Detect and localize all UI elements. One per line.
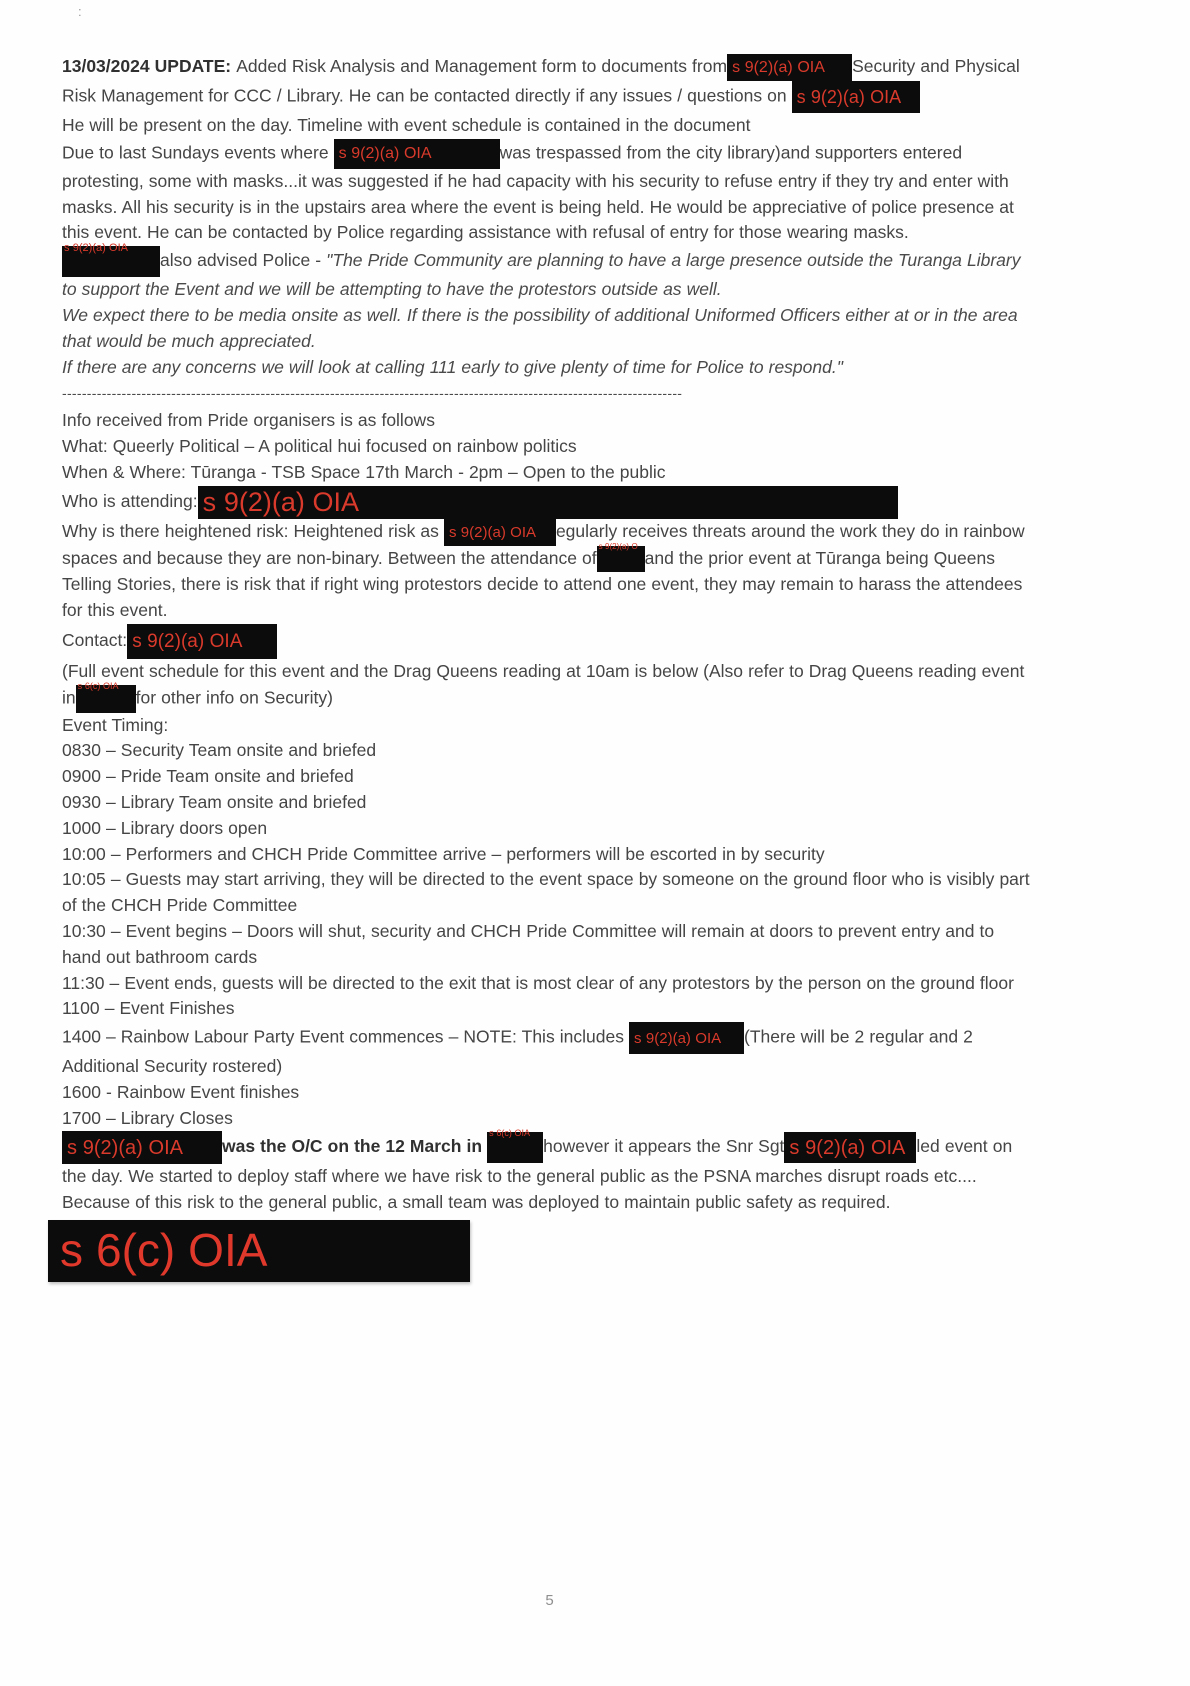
- redaction-box: [62, 242, 160, 277]
- text-run: Who is attending:: [62, 490, 198, 511]
- text-run: 10:30 – Event begins – Doors will shut, security and CHCH Pride Committee will remain at doors to prevent entry and to hand out bathroom cards: [62, 920, 995, 967]
- update-intro: [62, 54, 1037, 139]
- schedule-1600: [62, 1080, 1037, 1106]
- redaction-label: s 6(c) OIA: [77, 680, 119, 691]
- redaction-box: [444, 519, 556, 546]
- schedule-1030: [62, 919, 1037, 971]
- redaction-label: s 9(2)(a) OIA: [132, 630, 243, 652]
- redaction-box: [597, 542, 645, 572]
- sunday-events: [62, 139, 1037, 246]
- text-run: Info received from Pride organisers is as follows: [62, 410, 435, 431]
- schedule-0900: [62, 764, 1037, 790]
- bold-text: was the O/C on the 12 March in: [222, 1136, 488, 1157]
- redaction-label: s 9(2)(a) OIA: [338, 144, 432, 162]
- oc-paragraph: [62, 1128, 1037, 1216]
- text-run: 0930 – Library Team onsite and briefed: [62, 791, 367, 812]
- contact-line: [62, 624, 1037, 659]
- text-run: 1400 – Rainbow Labour Party Event commences – NOTE: This includes: [62, 1026, 630, 1047]
- text-run: 1100 – Event Finishes: [62, 998, 235, 1019]
- schedule-1000-performers: [62, 842, 1037, 868]
- text-run: (There will be 2 regular and 2 Additional Security rostered): [62, 1026, 973, 1077]
- large-redaction-block: s 6(c) OIA: [48, 1220, 470, 1282]
- italic-text: We expect there to be media onsite as well. If there is the possibility of additional Uniformed Officers either at or in the area that would be much appreciated.: [62, 304, 1018, 351]
- redaction-label: s 9(2)(a) O: [598, 542, 638, 552]
- text-run: Why is there heightened risk: Heightened risk as: [62, 520, 444, 541]
- redaction-box: [629, 1022, 744, 1054]
- redaction-box: [198, 486, 898, 519]
- text-run: egularly receives threats around the work they do in rainbow spaces and because they are non-binary. Between the attendance of: [62, 520, 1025, 568]
- redaction-label: s 9(2)(a) OIA: [67, 1136, 183, 1159]
- full-schedule-note: [62, 659, 1037, 713]
- text-run: and the prior event at Tūranga being Queens Telling Stories, there is risk that if right wing protestors decide to attend one event, they may remain to harass the attendees for this event.: [62, 547, 1023, 620]
- text-run: for other info on Security): [135, 687, 333, 708]
- redaction-box: [334, 139, 500, 169]
- what-line: [62, 434, 1037, 460]
- text-run: 11:30 – Event ends, guests will be directed to the exit that is most clear of any protestors by the person on the ground floor: [62, 972, 1014, 993]
- schedule-1700: [62, 1106, 1037, 1132]
- schedule-1100: [62, 996, 1037, 1022]
- redaction-label: s 9(2)(a) OIA: [634, 1029, 722, 1047]
- schedule-0930: [62, 790, 1037, 816]
- separator-line: -----------------------------------------------------------------------------------------------------------------------------: [62, 385, 682, 402]
- schedule-1005: [62, 867, 1037, 919]
- text-run: Event Timing:: [62, 714, 169, 735]
- text-run: Contact:: [62, 629, 128, 650]
- text-run: (Full event schedule for this event and the Drag Queens reading at 10am is below (Also refer to Drag Queens reading event in: [62, 660, 1025, 708]
- redaction-label: s 9(2)(a) OIA: [202, 486, 360, 517]
- scan-artifact: :: [78, 4, 83, 19]
- redaction-label: s 9(2)(a) OIA: [789, 1136, 906, 1159]
- italic-text: If there are any concerns we will look at calling 111 early to give plenty of time for Police to respond.": [62, 356, 843, 377]
- text-run: 0830 – Security Team onsite and briefed: [62, 740, 377, 761]
- redaction-label: s 9(2)(a) OIA: [64, 242, 128, 255]
- text-run: was trespassed from the city library)and supporters entered protesting, some with masks...it was suggested if he had capacity with his security to refuse entry if they try and enter with masks. All his security is in the upstairs area where the event is being held. He would be appreciative of police presence at this event. He can be contacted by Police regarding assistance with refusal of entry for those wearing masks.: [62, 142, 1014, 243]
- text-run: 1600 - Rainbow Event finishes: [62, 1081, 300, 1102]
- when-where-line: [62, 460, 1037, 486]
- who-attending-line: [62, 486, 1037, 519]
- schedule-1130: [62, 971, 1037, 997]
- text-run: When & Where: Tūranga - TSB Space 17th March - 2pm – Open to the public: [62, 461, 666, 482]
- text-run: 0900 – Pride Team onsite and briefed: [62, 766, 354, 787]
- redaction-box: [62, 1131, 222, 1164]
- italic-text: "The Pride Community are planning to have a large presence outside the Turanga Library to support the Event and we will be attempting to have the protestors outside as well.: [62, 250, 1021, 300]
- pride-community-quote: [62, 242, 1037, 380]
- event-timing-heading: [62, 713, 1037, 739]
- redaction-label: s 9(2)(a) OIA: [732, 58, 825, 76]
- page-number: 5: [545, 1592, 554, 1609]
- text-run: Due to last Sundays events where: [62, 142, 334, 163]
- redaction-box: [727, 54, 852, 81]
- redaction-label: s 9(2)(a) OIA: [796, 87, 902, 107]
- text-run: 1000 – Library doors open: [62, 817, 268, 838]
- redaction-box: [76, 680, 136, 713]
- text-run: 10:05 – Guests may start arriving, they will be directed to the event space by someone on the ground floor who is visibly part of the CHCH Pride Committee: [62, 869, 1030, 916]
- redaction-box: [792, 81, 920, 113]
- text-run: however it appears the Snr Sgt: [543, 1136, 785, 1157]
- text-run: 1700 – Library Closes: [62, 1107, 233, 1128]
- document-content: [62, 54, 1037, 1282]
- text-run: He will be present on the day. Timeline with event schedule is contained in the document: [62, 115, 751, 135]
- text-run: 10:00 – Performers and CHCH Pride Committee arrive – performers will be escorted in by security: [62, 843, 825, 864]
- text-run: also advised Police -: [160, 250, 327, 271]
- heightened-risk-paragraph: [62, 519, 1037, 624]
- schedule-1000: [62, 816, 1037, 842]
- redaction-box: [784, 1132, 916, 1163]
- text-run: What: Queerly Political – A political hui focused on rainbow politics: [62, 436, 577, 457]
- schedule-0830: [62, 738, 1037, 764]
- text-run: Security and Physical Risk Management for CCC / Library. He can be contacted directly if any issues / questions on: [62, 56, 1020, 106]
- text-run: Added Risk Analysis and Management form to documents from: [236, 56, 728, 77]
- redaction-label: s 9(2)(a) OIA: [448, 523, 537, 541]
- bold-text: 13/03/2024 UPDATE:: [62, 56, 237, 77]
- text-run: led event on the day. We started to deploy staff where we have risk to the general public as the PSNA marches disrupt roads etc.... Because of this risk to the general public, a small team was deployed to maintain public safety as required.: [62, 1136, 1013, 1213]
- redaction-label: s 6(c) OIA: [489, 1128, 531, 1139]
- info-source-line: [62, 408, 1037, 434]
- schedule-1400: [62, 1022, 1037, 1080]
- redaction-box: [127, 624, 277, 659]
- redaction-box: [487, 1128, 543, 1163]
